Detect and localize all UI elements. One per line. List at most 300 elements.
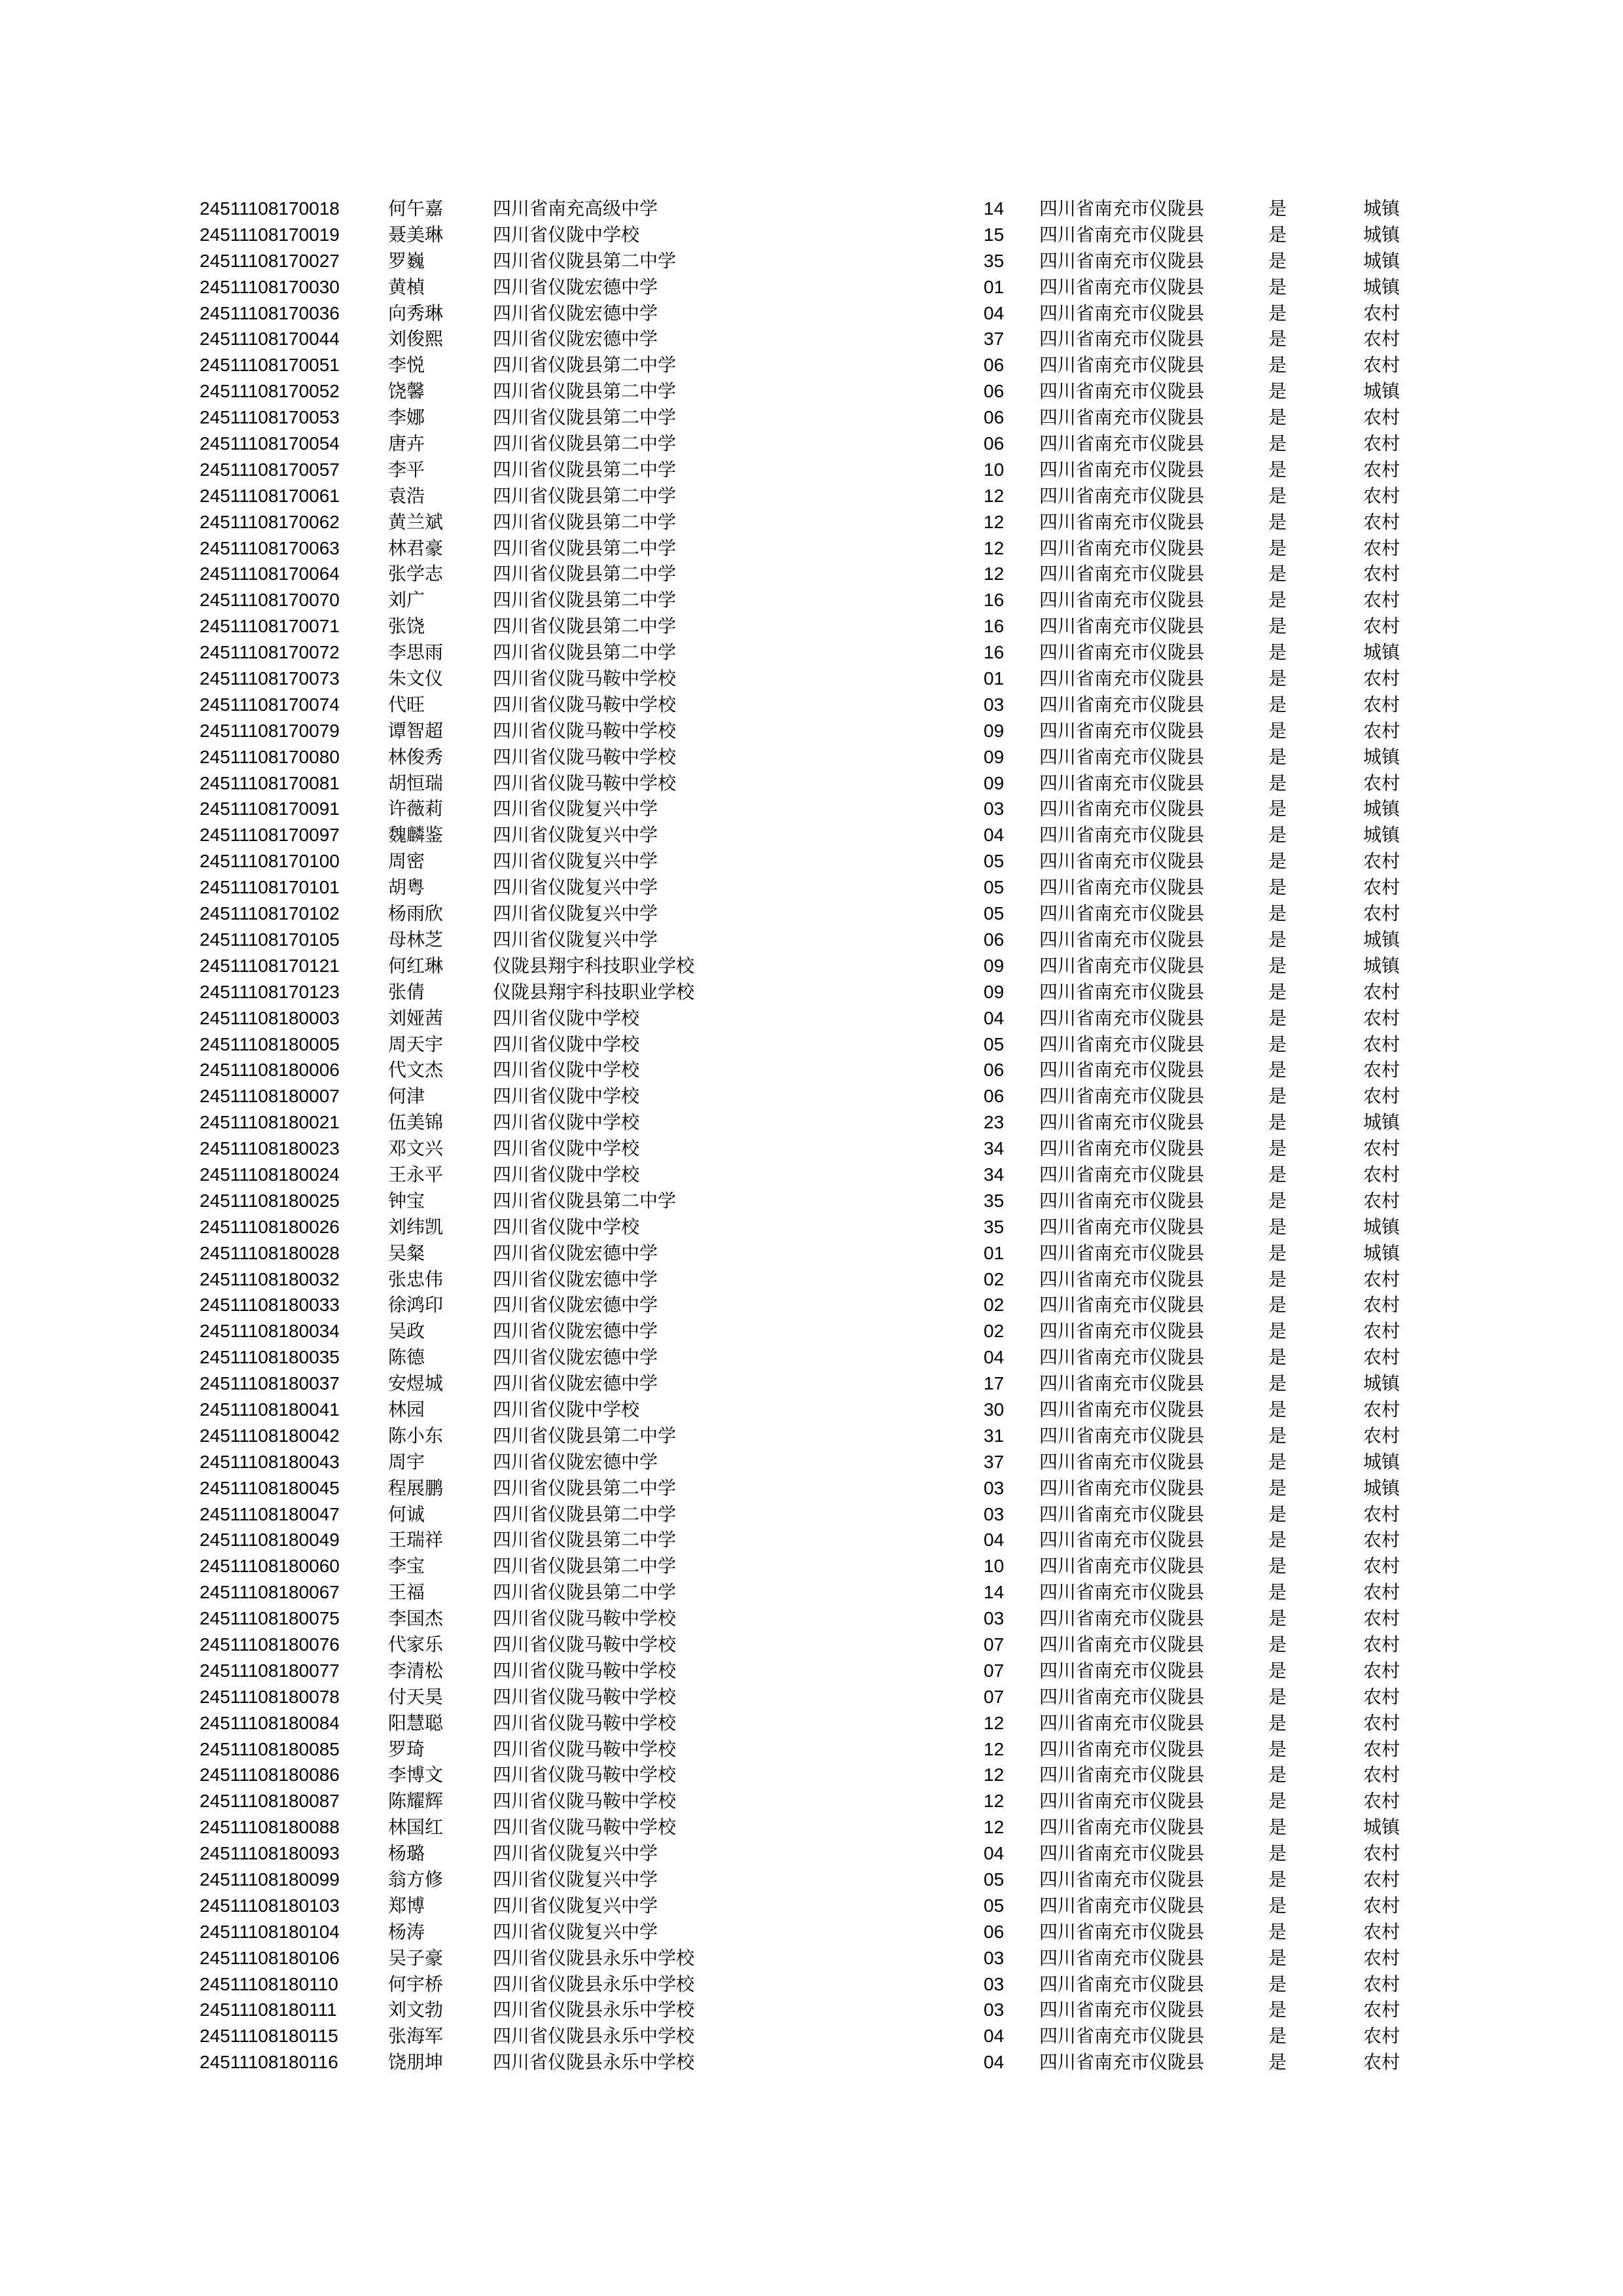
exam-id-cell: 24511108170036 — [200, 302, 340, 323]
class-code-cell: 34 — [984, 1164, 1005, 1185]
class-code-cell: 03 — [984, 798, 1005, 819]
eligibility-cell: 是 — [1268, 954, 1287, 977]
school-name-cell: 四川省仪陇宏德中学 — [493, 1372, 658, 1395]
residence-type-cell: 城镇 — [1363, 1111, 1400, 1134]
eligibility-cell: 是 — [1268, 223, 1287, 245]
region-cell: 四川省南充市仪陇县 — [1039, 745, 1205, 768]
exam-id-cell: 24511108170072 — [200, 642, 340, 663]
school-name-cell: 四川省仪陇县永乐中学校 — [493, 2025, 695, 2047]
table-row — [200, 848, 1430, 874]
table-row — [200, 1057, 1430, 1083]
table-row — [200, 979, 1430, 1005]
table-row — [200, 1553, 1430, 1579]
eligibility-cell: 是 — [1268, 1946, 1287, 1969]
table-row — [200, 718, 1430, 744]
eligibility-cell: 是 — [1268, 850, 1287, 872]
student-name-cell: 何津 — [388, 1085, 425, 1107]
school-name-cell: 四川省仪陇县第二中学 — [493, 1424, 677, 1446]
school-name-cell: 四川省仪陇宏德中学 — [493, 1450, 658, 1473]
table-row — [200, 639, 1430, 666]
student-name-cell: 林俊秀 — [388, 745, 444, 768]
class-code-cell: 35 — [984, 1190, 1005, 1211]
eligibility-cell: 是 — [1268, 745, 1287, 768]
student-name-cell: 杨涛 — [388, 1920, 425, 1943]
class-code-cell: 06 — [984, 1060, 1005, 1081]
student-name-cell: 许薇莉 — [388, 798, 444, 820]
student-name-cell: 张忠伟 — [388, 1268, 444, 1290]
table-row — [200, 666, 1430, 692]
student-name-cell: 饶朋坤 — [388, 2051, 444, 2073]
student-name-cell: 代文杰 — [388, 1059, 444, 1081]
exam-id-cell: 24511108170079 — [200, 720, 340, 741]
residence-type-cell: 农村 — [1363, 1033, 1400, 1055]
residence-type-cell: 农村 — [1363, 433, 1400, 455]
region-cell: 四川省南充市仪陇县 — [1039, 1555, 1205, 1577]
student-name-cell: 罗巍 — [388, 249, 425, 272]
exam-id-cell: 24511108180106 — [200, 1947, 340, 1968]
region-cell: 四川省南充市仪陇县 — [1039, 1007, 1205, 1029]
region-cell: 四川省南充市仪陇县 — [1039, 668, 1205, 690]
exam-id-cell: 24511108180023 — [200, 1138, 340, 1159]
school-name-cell: 四川省仪陇复兴中学 — [493, 876, 658, 899]
exam-id-cell: 24511108170121 — [200, 955, 340, 976]
eligibility-cell: 是 — [1268, 1503, 1287, 1525]
table-row — [200, 1423, 1430, 1449]
exam-id-cell: 24511108180086 — [200, 1765, 340, 1785]
eligibility-cell: 是 — [1268, 668, 1287, 690]
region-cell: 四川省南充市仪陇县 — [1039, 903, 1205, 925]
residence-type-cell: 农村 — [1363, 1138, 1400, 1160]
table-row — [200, 1240, 1430, 1266]
school-name-cell: 四川省仪陇宏德中学 — [493, 1294, 658, 1316]
exam-id-cell: 24511108180043 — [200, 1451, 340, 1472]
class-code-cell: 06 — [984, 381, 1005, 402]
eligibility-cell: 是 — [1268, 1033, 1287, 1055]
student-name-cell: 邓文兴 — [388, 1138, 444, 1160]
eligibility-cell: 是 — [1268, 903, 1287, 925]
eligibility-cell: 是 — [1268, 1738, 1287, 1760]
region-cell: 四川省南充市仪陇县 — [1039, 615, 1205, 637]
residence-type-cell: 城镇 — [1363, 824, 1400, 846]
residence-type-cell: 农村 — [1363, 1633, 1400, 1655]
table-row — [200, 587, 1430, 613]
exam-id-cell: 24511108180033 — [200, 1295, 340, 1316]
exam-id-cell: 24511108180077 — [200, 1660, 340, 1681]
exam-id-cell: 24511108180041 — [200, 1399, 340, 1420]
eligibility-cell: 是 — [1268, 1973, 1287, 1995]
student-name-cell: 王瑞祥 — [388, 1529, 444, 1551]
school-name-cell: 四川省仪陇复兴中学 — [493, 1920, 658, 1943]
exam-id-cell: 24511108170105 — [200, 929, 340, 950]
student-name-cell: 付天昊 — [388, 1685, 444, 1708]
class-code-cell: 16 — [984, 590, 1005, 611]
exam-id-cell: 24511108180099 — [200, 1869, 340, 1890]
residence-type-cell: 农村 — [1363, 1712, 1400, 1734]
table-row — [200, 1814, 1430, 1840]
class-code-cell: 05 — [984, 1895, 1005, 1916]
eligibility-cell: 是 — [1268, 328, 1287, 350]
eligibility-cell: 是 — [1268, 1163, 1287, 1185]
region-cell: 四川省南充市仪陇县 — [1039, 1633, 1205, 1655]
residence-type-cell: 农村 — [1363, 328, 1400, 350]
class-code-cell: 02 — [984, 1268, 1005, 1289]
eligibility-cell: 是 — [1268, 537, 1287, 559]
exam-id-cell: 24511108170019 — [200, 224, 340, 245]
region-cell: 四川省南充市仪陇县 — [1039, 954, 1205, 977]
eligibility-cell: 是 — [1268, 1529, 1287, 1551]
exam-id-cell: 24511108180042 — [200, 1425, 340, 1446]
residence-type-cell: 农村 — [1363, 1555, 1400, 1577]
residence-type-cell: 城镇 — [1363, 1477, 1400, 1499]
school-name-cell: 四川省仪陇马鞍中学校 — [493, 1659, 677, 1681]
class-code-cell: 09 — [984, 955, 1005, 976]
table-row — [200, 744, 1430, 770]
table-row — [200, 1344, 1430, 1371]
table-row — [200, 2049, 1430, 2075]
region-cell: 四川省南充市仪陇县 — [1039, 1189, 1205, 1211]
class-code-cell: 01 — [984, 276, 1005, 297]
exam-id-cell: 24511108180003 — [200, 1007, 340, 1028]
table-row — [200, 222, 1430, 248]
class-code-cell: 06 — [984, 1921, 1005, 1942]
residence-type-cell: 农村 — [1363, 302, 1400, 324]
region-cell: 四川省南充市仪陇县 — [1039, 1059, 1205, 1081]
region-cell: 四川省南充市仪陇县 — [1039, 1503, 1205, 1525]
student-name-cell: 张海军 — [388, 2025, 444, 2047]
residence-type-cell: 农村 — [1363, 1920, 1400, 1943]
eligibility-cell: 是 — [1268, 1869, 1287, 1890]
eligibility-cell: 是 — [1268, 876, 1287, 899]
eligibility-cell: 是 — [1268, 1242, 1287, 1264]
residence-type-cell: 城镇 — [1363, 276, 1400, 298]
residence-type-cell: 城镇 — [1363, 198, 1400, 219]
residence-type-cell: 城镇 — [1363, 223, 1400, 245]
class-code-cell: 09 — [984, 720, 1005, 741]
class-code-cell: 03 — [984, 1608, 1005, 1629]
student-name-cell: 饶馨 — [388, 380, 425, 403]
student-name-cell: 翁方修 — [388, 1869, 444, 1890]
class-code-cell: 07 — [984, 1660, 1005, 1681]
exam-id-cell: 24511108170054 — [200, 433, 340, 454]
exam-id-cell: 24511108170064 — [200, 564, 340, 584]
exam-id-cell: 24511108170100 — [200, 851, 340, 872]
school-name-cell: 四川省仪陇马鞍中学校 — [493, 745, 677, 768]
region-cell: 四川省南充市仪陇县 — [1039, 772, 1205, 794]
region-cell: 四川省南充市仪陇县 — [1039, 1294, 1205, 1316]
data-sheet — [200, 196, 1430, 2075]
exam-id-cell: 24511108170052 — [200, 381, 340, 402]
region-cell: 四川省南充市仪陇县 — [1039, 198, 1205, 219]
school-name-cell: 四川省仪陇中学校 — [493, 1059, 640, 1081]
class-code-cell: 04 — [984, 2026, 1005, 2047]
region-cell: 四川省南充市仪陇县 — [1039, 302, 1205, 324]
eligibility-cell: 是 — [1268, 1450, 1287, 1473]
school-name-cell: 四川省仪陇县第二中学 — [493, 641, 677, 664]
table-row — [200, 1971, 1430, 1998]
class-code-cell: 12 — [984, 1791, 1005, 1812]
student-name-cell: 李悦 — [388, 354, 425, 376]
region-cell: 四川省南充市仪陇县 — [1039, 1346, 1205, 1369]
residence-type-cell: 农村 — [1363, 1790, 1400, 1812]
residence-type-cell: 农村 — [1363, 1999, 1400, 2021]
school-name-cell: 四川省仪陇县第二中学 — [493, 1477, 677, 1499]
exam-id-cell: 24511108170102 — [200, 903, 340, 924]
residence-type-cell: 农村 — [1363, 484, 1400, 507]
table-row — [200, 927, 1430, 953]
table-row — [200, 378, 1430, 404]
class-code-cell: 12 — [984, 485, 1005, 506]
exam-id-cell: 24511108170063 — [200, 537, 340, 558]
residence-type-cell: 农村 — [1363, 1189, 1400, 1211]
residence-type-cell: 农村 — [1363, 2025, 1400, 2047]
student-name-cell: 李宝 — [388, 1555, 425, 1577]
exam-id-cell: 24511108180028 — [200, 1242, 340, 1263]
table-row — [200, 1684, 1430, 1710]
eligibility-cell: 是 — [1268, 1268, 1287, 1290]
school-name-cell: 四川省仪陇县永乐中学校 — [493, 1973, 695, 1995]
exam-id-cell: 24511108180093 — [200, 1843, 340, 1864]
region-cell: 四川省南充市仪陇县 — [1039, 249, 1205, 272]
school-name-cell: 四川省仪陇县第二中学 — [493, 484, 677, 507]
eligibility-cell: 是 — [1268, 1790, 1287, 1812]
student-name-cell: 杨雨欣 — [388, 903, 444, 925]
residence-type-cell: 农村 — [1363, 1294, 1400, 1316]
school-name-cell: 四川省仪陇中学校 — [493, 1398, 640, 1420]
student-name-cell: 何午嘉 — [388, 198, 444, 219]
residence-type-cell: 城镇 — [1363, 1372, 1400, 1395]
student-name-cell: 安煜城 — [388, 1372, 444, 1395]
exam-id-cell: 24511108180104 — [200, 1921, 340, 1942]
residence-type-cell: 农村 — [1363, 1659, 1400, 1681]
region-cell: 四川省南充市仪陇县 — [1039, 1816, 1205, 1839]
eligibility-cell: 是 — [1268, 1633, 1287, 1655]
region-cell: 四川省南充市仪陇县 — [1039, 1477, 1205, 1499]
student-name-cell: 王永平 — [388, 1163, 444, 1185]
student-name-cell: 何宇桥 — [388, 1973, 444, 1995]
region-cell: 四川省南充市仪陇县 — [1039, 824, 1205, 846]
eligibility-cell: 是 — [1268, 1007, 1287, 1029]
region-cell: 四川省南充市仪陇县 — [1039, 1607, 1205, 1630]
student-name-cell: 魏麟鉴 — [388, 824, 444, 846]
region-cell: 四川省南充市仪陇县 — [1039, 484, 1205, 507]
school-name-cell: 四川省仪陇马鞍中学校 — [493, 1738, 677, 1760]
table-row — [200, 796, 1430, 822]
school-name-cell: 四川省仪陇复兴中学 — [493, 850, 658, 872]
class-code-cell: 06 — [984, 407, 1005, 428]
residence-type-cell: 城镇 — [1363, 954, 1400, 977]
school-name-cell: 四川省仪陇马鞍中学校 — [493, 1712, 677, 1734]
table-row — [200, 1292, 1430, 1318]
student-name-cell: 向秀琳 — [388, 302, 444, 324]
eligibility-cell: 是 — [1268, 1372, 1287, 1395]
region-cell: 四川省南充市仪陇县 — [1039, 328, 1205, 350]
class-code-cell: 07 — [984, 1686, 1005, 1707]
residence-type-cell: 城镇 — [1363, 798, 1400, 820]
table-row — [200, 1031, 1430, 1058]
eligibility-cell: 是 — [1268, 772, 1287, 794]
class-code-cell: 09 — [984, 772, 1005, 793]
school-name-cell: 四川省南充高级中学 — [493, 198, 658, 219]
student-name-cell: 李平 — [388, 458, 425, 480]
exam-id-cell: 24511108180006 — [200, 1060, 340, 1081]
class-code-cell: 12 — [984, 1765, 1005, 1785]
exam-id-cell: 24511108170061 — [200, 485, 340, 506]
region-cell: 四川省南充市仪陇县 — [1039, 1764, 1205, 1786]
table-row — [200, 1605, 1430, 1632]
eligibility-cell: 是 — [1268, 928, 1287, 950]
school-name-cell: 四川省仪陇马鞍中学校 — [493, 1816, 677, 1839]
table-row — [200, 1867, 1430, 1893]
class-code-cell: 04 — [984, 825, 1005, 846]
exam-id-cell: 24511108180025 — [200, 1190, 340, 1211]
residence-type-cell: 城镇 — [1363, 1215, 1400, 1238]
school-name-cell: 四川省仪陇复兴中学 — [493, 1842, 658, 1865]
school-name-cell: 四川省仪陇县永乐中学校 — [493, 2051, 695, 2073]
table-row — [200, 1005, 1430, 1031]
residence-type-cell: 农村 — [1363, 563, 1400, 585]
school-name-cell: 仪陇县翔宇科技职业学校 — [493, 954, 695, 977]
student-name-cell: 胡恒瑞 — [388, 772, 444, 794]
school-name-cell: 四川省仪陇县第二中学 — [493, 249, 677, 272]
school-name-cell: 四川省仪陇宏德中学 — [493, 328, 658, 350]
exam-id-cell: 24511108170081 — [200, 772, 340, 793]
eligibility-cell: 是 — [1268, 1607, 1287, 1630]
class-code-cell: 01 — [984, 1242, 1005, 1263]
student-name-cell: 李思雨 — [388, 641, 444, 664]
table-row — [200, 1449, 1430, 1475]
student-name-cell: 谭智超 — [388, 719, 444, 742]
table-row — [200, 248, 1430, 274]
table-row — [200, 1109, 1430, 1136]
residence-type-cell: 农村 — [1363, 1764, 1400, 1786]
residence-type-cell: 城镇 — [1363, 380, 1400, 403]
school-name-cell: 四川省仪陇马鞍中学校 — [493, 772, 677, 794]
region-cell: 四川省南充市仪陇县 — [1039, 1685, 1205, 1708]
class-code-cell: 05 — [984, 903, 1005, 924]
class-code-cell: 37 — [984, 1451, 1005, 1472]
student-name-cell: 唐卉 — [388, 433, 425, 455]
school-name-cell: 四川省仪陇县第二中学 — [493, 537, 677, 559]
student-name-cell: 林君豪 — [388, 537, 444, 559]
school-name-cell: 四川省仪陇宏德中学 — [493, 276, 658, 298]
student-name-cell: 张学志 — [388, 563, 444, 585]
exam-id-cell: 24511108180075 — [200, 1608, 340, 1629]
table-row — [200, 1501, 1430, 1528]
table-row — [200, 1893, 1430, 1919]
exam-id-cell: 24511108170097 — [200, 825, 340, 846]
table-row — [200, 1318, 1430, 1344]
table-row — [200, 1266, 1430, 1293]
class-code-cell: 09 — [984, 746, 1005, 767]
exam-id-cell: 24511108180088 — [200, 1817, 340, 1838]
eligibility-cell: 是 — [1268, 1894, 1287, 1916]
class-code-cell: 06 — [984, 433, 1005, 454]
table-row — [200, 1214, 1430, 1240]
region-cell: 四川省南充市仪陇县 — [1039, 223, 1205, 245]
region-cell: 四川省南充市仪陇县 — [1039, 1268, 1205, 1290]
school-name-cell: 四川省仪陇马鞍中学校 — [493, 1685, 677, 1708]
class-code-cell: 03 — [984, 1947, 1005, 1968]
class-code-cell: 03 — [984, 1503, 1005, 1524]
exam-id-cell: 24511108180110 — [200, 1973, 338, 1994]
table-row — [200, 1788, 1430, 1814]
eligibility-cell: 是 — [1268, 1685, 1287, 1708]
residence-type-cell: 农村 — [1363, 1424, 1400, 1446]
student-name-cell: 聂美琳 — [388, 223, 444, 245]
school-name-cell: 四川省仪陇复兴中学 — [493, 1869, 658, 1890]
exam-id-cell: 24511108170053 — [200, 407, 340, 428]
region-cell: 四川省南充市仪陇县 — [1039, 1215, 1205, 1238]
exam-id-cell: 24511108180047 — [200, 1503, 340, 1524]
class-code-cell: 12 — [984, 564, 1005, 584]
region-cell: 四川省南充市仪陇县 — [1039, 1790, 1205, 1812]
school-name-cell: 四川省仪陇县第二中学 — [493, 615, 677, 637]
school-name-cell: 四川省仪陇中学校 — [493, 1007, 640, 1029]
eligibility-cell: 是 — [1268, 249, 1287, 272]
residence-type-cell: 农村 — [1363, 1581, 1400, 1604]
class-code-cell: 07 — [984, 1634, 1005, 1655]
table-row — [200, 1188, 1430, 1214]
residence-type-cell: 城镇 — [1363, 1816, 1400, 1839]
region-cell: 四川省南充市仪陇县 — [1039, 1163, 1205, 1185]
school-name-cell: 四川省仪陇宏德中学 — [493, 1268, 658, 1290]
school-name-cell: 四川省仪陇马鞍中学校 — [493, 668, 677, 690]
region-cell: 四川省南充市仪陇县 — [1039, 2051, 1205, 2073]
school-name-cell: 四川省仪陇县第二中学 — [493, 380, 677, 403]
class-code-cell: 12 — [984, 511, 1005, 532]
school-name-cell: 四川省仪陇复兴中学 — [493, 1894, 658, 1916]
student-name-cell: 周天宇 — [388, 1033, 444, 1055]
school-name-cell: 四川省仪陇马鞍中学校 — [493, 719, 677, 742]
eligibility-cell: 是 — [1268, 615, 1287, 637]
eligibility-cell: 是 — [1268, 980, 1287, 1003]
class-code-cell: 31 — [984, 1425, 1005, 1446]
region-cell: 四川省南充市仪陇县 — [1039, 1372, 1205, 1395]
eligibility-cell: 是 — [1268, 798, 1287, 820]
table-row — [200, 561, 1430, 587]
residence-type-cell: 城镇 — [1363, 1242, 1400, 1264]
residence-type-cell: 农村 — [1363, 693, 1400, 715]
class-code-cell: 35 — [984, 250, 1005, 271]
eligibility-cell: 是 — [1268, 1215, 1287, 1238]
eligibility-cell: 是 — [1268, 198, 1287, 219]
eligibility-cell: 是 — [1268, 1816, 1287, 1839]
student-name-cell: 徐鸿印 — [388, 1294, 444, 1316]
class-code-cell: 05 — [984, 1869, 1005, 1890]
school-name-cell: 四川省仪陇县第二中学 — [493, 1503, 677, 1525]
school-name-cell: 四川省仪陇宏德中学 — [493, 1346, 658, 1369]
school-name-cell: 四川省仪陇宏德中学 — [493, 302, 658, 324]
student-name-cell: 张饶 — [388, 615, 425, 637]
class-code-cell: 12 — [984, 537, 1005, 558]
school-name-cell: 四川省仪陇县永乐中学校 — [493, 1946, 695, 1969]
exam-id-cell: 24511108170101 — [200, 877, 340, 898]
eligibility-cell: 是 — [1268, 1059, 1287, 1081]
table-row — [200, 274, 1430, 300]
residence-type-cell: 城镇 — [1363, 928, 1400, 950]
region-cell: 四川省南充市仪陇县 — [1039, 1138, 1205, 1160]
exam-id-cell: 24511108180037 — [200, 1373, 340, 1394]
school-name-cell: 四川省仪陇县第二中学 — [493, 1555, 677, 1577]
student-name-cell: 陈德 — [388, 1346, 425, 1369]
region-cell: 四川省南充市仪陇县 — [1039, 433, 1205, 455]
class-code-cell: 06 — [984, 1086, 1005, 1107]
class-code-cell: 04 — [984, 2052, 1005, 2073]
class-code-cell: 04 — [984, 302, 1005, 323]
residence-type-cell: 城镇 — [1363, 1450, 1400, 1473]
region-cell: 四川省南充市仪陇县 — [1039, 1659, 1205, 1681]
region-cell: 四川省南充市仪陇县 — [1039, 458, 1205, 480]
